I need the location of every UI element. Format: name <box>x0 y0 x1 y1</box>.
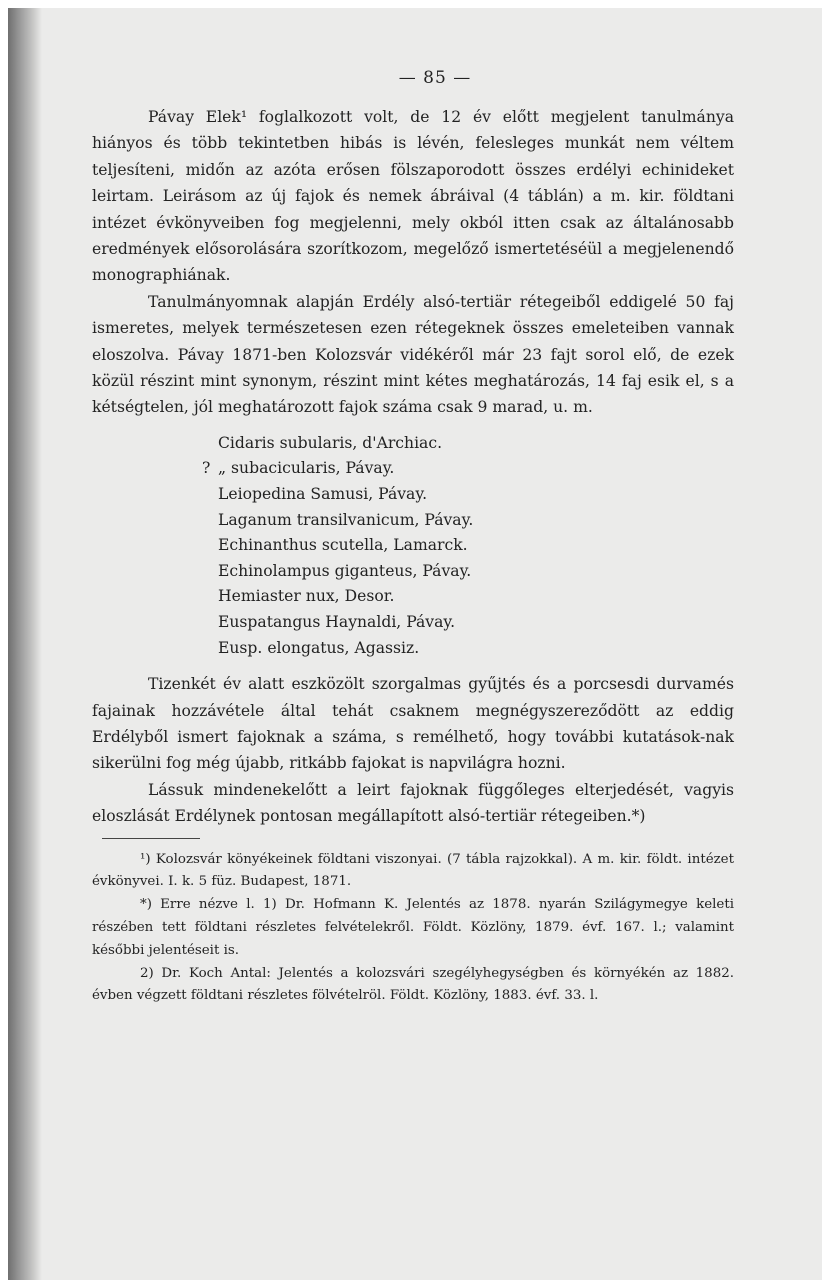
species-item: Leiopedina Samusi, Pávay. <box>218 485 428 504</box>
species-item: Cidaris subularis, d'Archiac. <box>218 433 443 452</box>
scanned-page <box>8 8 822 1280</box>
species-item: Echinolampus giganteus, Pávay. <box>218 561 472 580</box>
species-item: Eusp. elongatus, Agassiz. <box>218 638 420 657</box>
page-content <box>92 68 734 1008</box>
species-item: Echinanthus scutella, Lamarck. <box>218 536 468 555</box>
binding-shadow <box>8 8 42 1280</box>
species-item: Euspatangus Haynaldi, Pávay. <box>218 613 456 632</box>
species-item: Hemiaster nux, Desor. <box>218 587 395 606</box>
species-list <box>202 431 734 661</box>
footnote-separator <box>102 838 200 839</box>
footnote-2: *) Erre nézve l. 1) Dr. Hofmann K. Jelentés az 1878. nyarán Szilágymegye keleti részében tett földtani részletes felvételekről. Földt. Közlöny, 1879. évf. 167. l.; valamint későbbi jelentéseit is. <box>92 897 734 958</box>
species-item: ? „ subacicularis, Pávay. <box>202 459 395 478</box>
paragraph-4: Lássuk mindenekelőtt a leirt fajoknak függőleges elterjedését, vagyis eloszlását Erdélynek pontosan megállapított alsó-tertiär rétegeiben.*) <box>92 780 734 826</box>
footnote-3: 2) Dr. Koch Antal: Jelentés a kolozsvári szegélyhegységben és környékén az 1882. évben végzett földtani részletes fölvételröl. Földt. Közlöny, 1883. évf. 33. l. <box>92 965 734 1004</box>
species-item: Laganum transilvanicum, Pávay. <box>218 510 474 529</box>
page-number: — 85 — <box>398 68 472 88</box>
paragraph-3: Tizenkét év alatt eszközölt szorgalmas gyűjtés és a porcsesdi durvamés fajainak hozzávétele által tehát csaknem megnégyszereződött az eddig Erdélyből ismert fajoknak a száma, s remélhető, hogy további kutatások-nak sikerülni fog még újabb, ritkább fajokat is napvilágra hozni. <box>92 675 734 773</box>
paragraph-2: Tanulmányomnak alapján Erdély alsó-tertiär rétegeiből eddigelé 50 faj ismeretes, melyek természetesen ezen rétegeknek összes emeleteiben vannak eloszolva. Pávay 1871-ben Kolozsvár vidékéről már 23 fajt sorol elő, de ezek közül részint mint synonym, részint mint kétes meghatározás, 14 faj esik el, s a kétségtelen, jól meghatározott fajok száma csak 9 marad, u. m. <box>92 292 734 417</box>
paragraph-1: Pávay Elek¹ foglalkozott volt, de 12 év előtt megjelent tanulmánya hiányos és több tekintetben hibás is lévén, felesleges munkát nem véltem teljesíteni, midőn az azóta erősen fölszaporodott összes erdélyi echinideket leirtam. Leirásom az új fajok és nemek ábráival (4 táblán) a m. kir. földtani intézet évkönyveiben fog megjelenni, mely okból itten csak az általánosabb eredmények elősorolására szorítkozom, megelőző ismertetéséül a megjelenendő monographiának. <box>92 108 734 285</box>
footnote-1: ¹) Kolozsvár könyékeinek földtani viszonyai. (7 tábla rajzokkal). A m. kir. földt. intézet évkönyvei. I. k. 5 füz. Budapest, 1871. <box>92 851 734 890</box>
